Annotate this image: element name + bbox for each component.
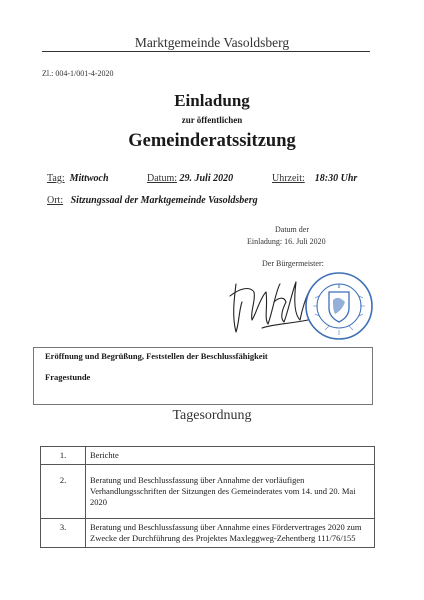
header-divider [42,51,370,52]
title-einladung: Einladung [174,91,250,110]
time-field [272,173,357,184]
invitation-date: Einladung: 16. Juli 2020 [247,237,326,246]
agenda-item-text: Beratung und Beschlussfassung über Annahme eines Fördervertrages 2020 zum Zwecke der Durchführung des Projektes Maxleggweg-Zehentberg 111/76/155 [86,519,375,548]
table-row [41,465,375,519]
table-row [41,447,375,465]
municipality-header: Marktgemeinde Vasoldsberg [134,35,290,50]
place-field [47,195,258,206]
time-label: Uhrzeit: [272,173,305,184]
day-field [47,173,109,184]
opening-item: Eröffnung und Begrüßung, Feststellen der Beschlussfähigkeit [45,351,268,361]
agenda-item-number: 3. [41,519,86,548]
mayor-label: Der Bürgermeister: [262,259,324,268]
day-value: Mittwoch [69,173,109,184]
title-subtitle: zur öffentlichen [181,115,243,125]
reference-number: Zl.: 004-1/001-4-2020 [42,69,114,78]
date-label: Datum: [147,173,177,184]
place-value: Sitzungssaal der Marktgemeinde Vasoldsberg [70,195,258,206]
agenda-item-number: 1. [41,447,86,465]
agenda-item-text: Beratung und Beschlussfassung über Annahme der vorläufigen Verhandlungsschriften der Sitzungen des Gemeinderates vom 14. und 20. Mai 2020 [86,465,375,519]
agenda-item-number: 2. [41,465,86,519]
agenda-table [40,446,375,548]
time-value: 18:30 Uhr [314,173,358,184]
invitation-date-label: Datum der [275,225,309,234]
date-field [147,173,233,184]
date-value: 29. Juli 2020 [179,173,234,184]
svg-text:8: 8 [337,284,341,290]
day-label: Tag: [47,173,65,184]
table-row [41,519,375,548]
agenda-heading: Tagesordnung [172,408,252,423]
title-main: Gemeinderatssitzung [128,131,296,151]
agenda-item-text: Berichte [86,447,375,465]
place-label: Ort: [47,195,64,206]
question-hour-item: Fragestunde [45,372,91,382]
municipal-seal-icon [303,270,375,342]
